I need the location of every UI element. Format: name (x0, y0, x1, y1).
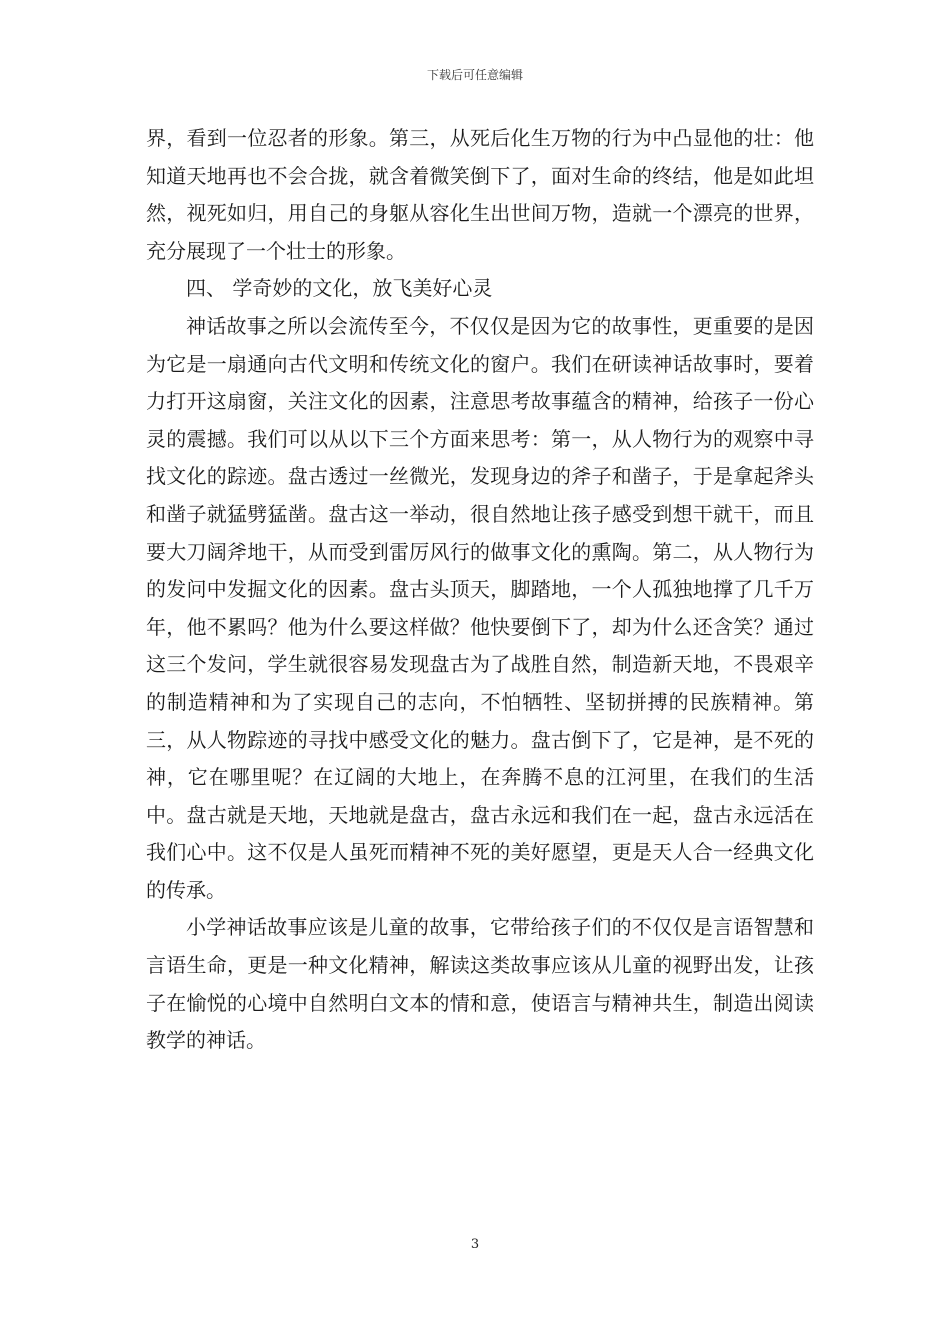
paragraph-culture: 神话故事之所以会流传至今，不仅仅是因为它的故事性，更重要的是因为它是一扇通向古代文明和传统文化的窗户。我们在研读神话故事时，要着力打开这扇窗，关注文化的因素，注意思考故事蕴含的精神，给孩子一份心灵的震撼。我们可以从以下三个方面来思考：第一，从人物行为的观察中寻找文化的踪迹。盘古透过一丝微光，发现身边的斧子和凿子，于是拿起斧头和凿子就猛劈猛凿。盘古这一举动，很自然地让孩子感受到想干就干，而且要大刀阔斧地干，从而受到雷厉风行的做事文化的熏陶。第二，从人物行为的发问中发掘文化的因素。盘古头顶天，脚踏地，一个人孤独地撑了几千万年，他不累吗？他为什么要这样做？他快要倒下了，却为什么还含笑？通过这三个发问，学生就很容易发现盘古为了战胜自然，制造新天地，不畏艰辛的制造精神和为了实现自己的志向，不怕牺牲、坚韧拼搏的民族精神。第三，从人物踪迹的寻找中感受文化的魅力。盘古倒下了，它是神，是不死的神，它在哪里呢？在辽阔的大地上，在奔腾不息的江河里，在我们的生活中。盘古就是天地，天地就是盘古，盘古永远和我们在一起，盘古永远活在我们心中。这不仅是人虽死而精神不死的美好愿望，更是天人合一经典文化的传承。 (146, 313, 814, 902)
section-heading: 四、 学奇妙的文化，放飞美好心灵 (186, 276, 493, 301)
paragraph-conclusion: 小学神话故事应该是儿童的故事，它带给孩子们的不仅仅是言语智慧和言语生命，更是一种文化精神，解读这类故事应该从儿童的视野出发，让孩子在愉悦的心境中自然明白文本的情和意，使语言与精神共生，制造出阅读教学的神话。 (146, 915, 814, 1053)
page-number: 3 (470, 1237, 480, 1252)
page-header: 下载后可任意编辑 (426, 68, 523, 82)
document-body (146, 120, 814, 1060)
paragraph-continuation: 界，看到一位忍者的形象。第三，从死后化生万物的行为中凸显他的壮：他知道天地再也不会合拢，就含着微笑倒下了，面对生命的终结，他是如此坦然，视死如归，用自己的身躯从容化生出世间万物，造就一个漂亮的世界，充分展现了一个壮士的形象。 (146, 126, 814, 263)
